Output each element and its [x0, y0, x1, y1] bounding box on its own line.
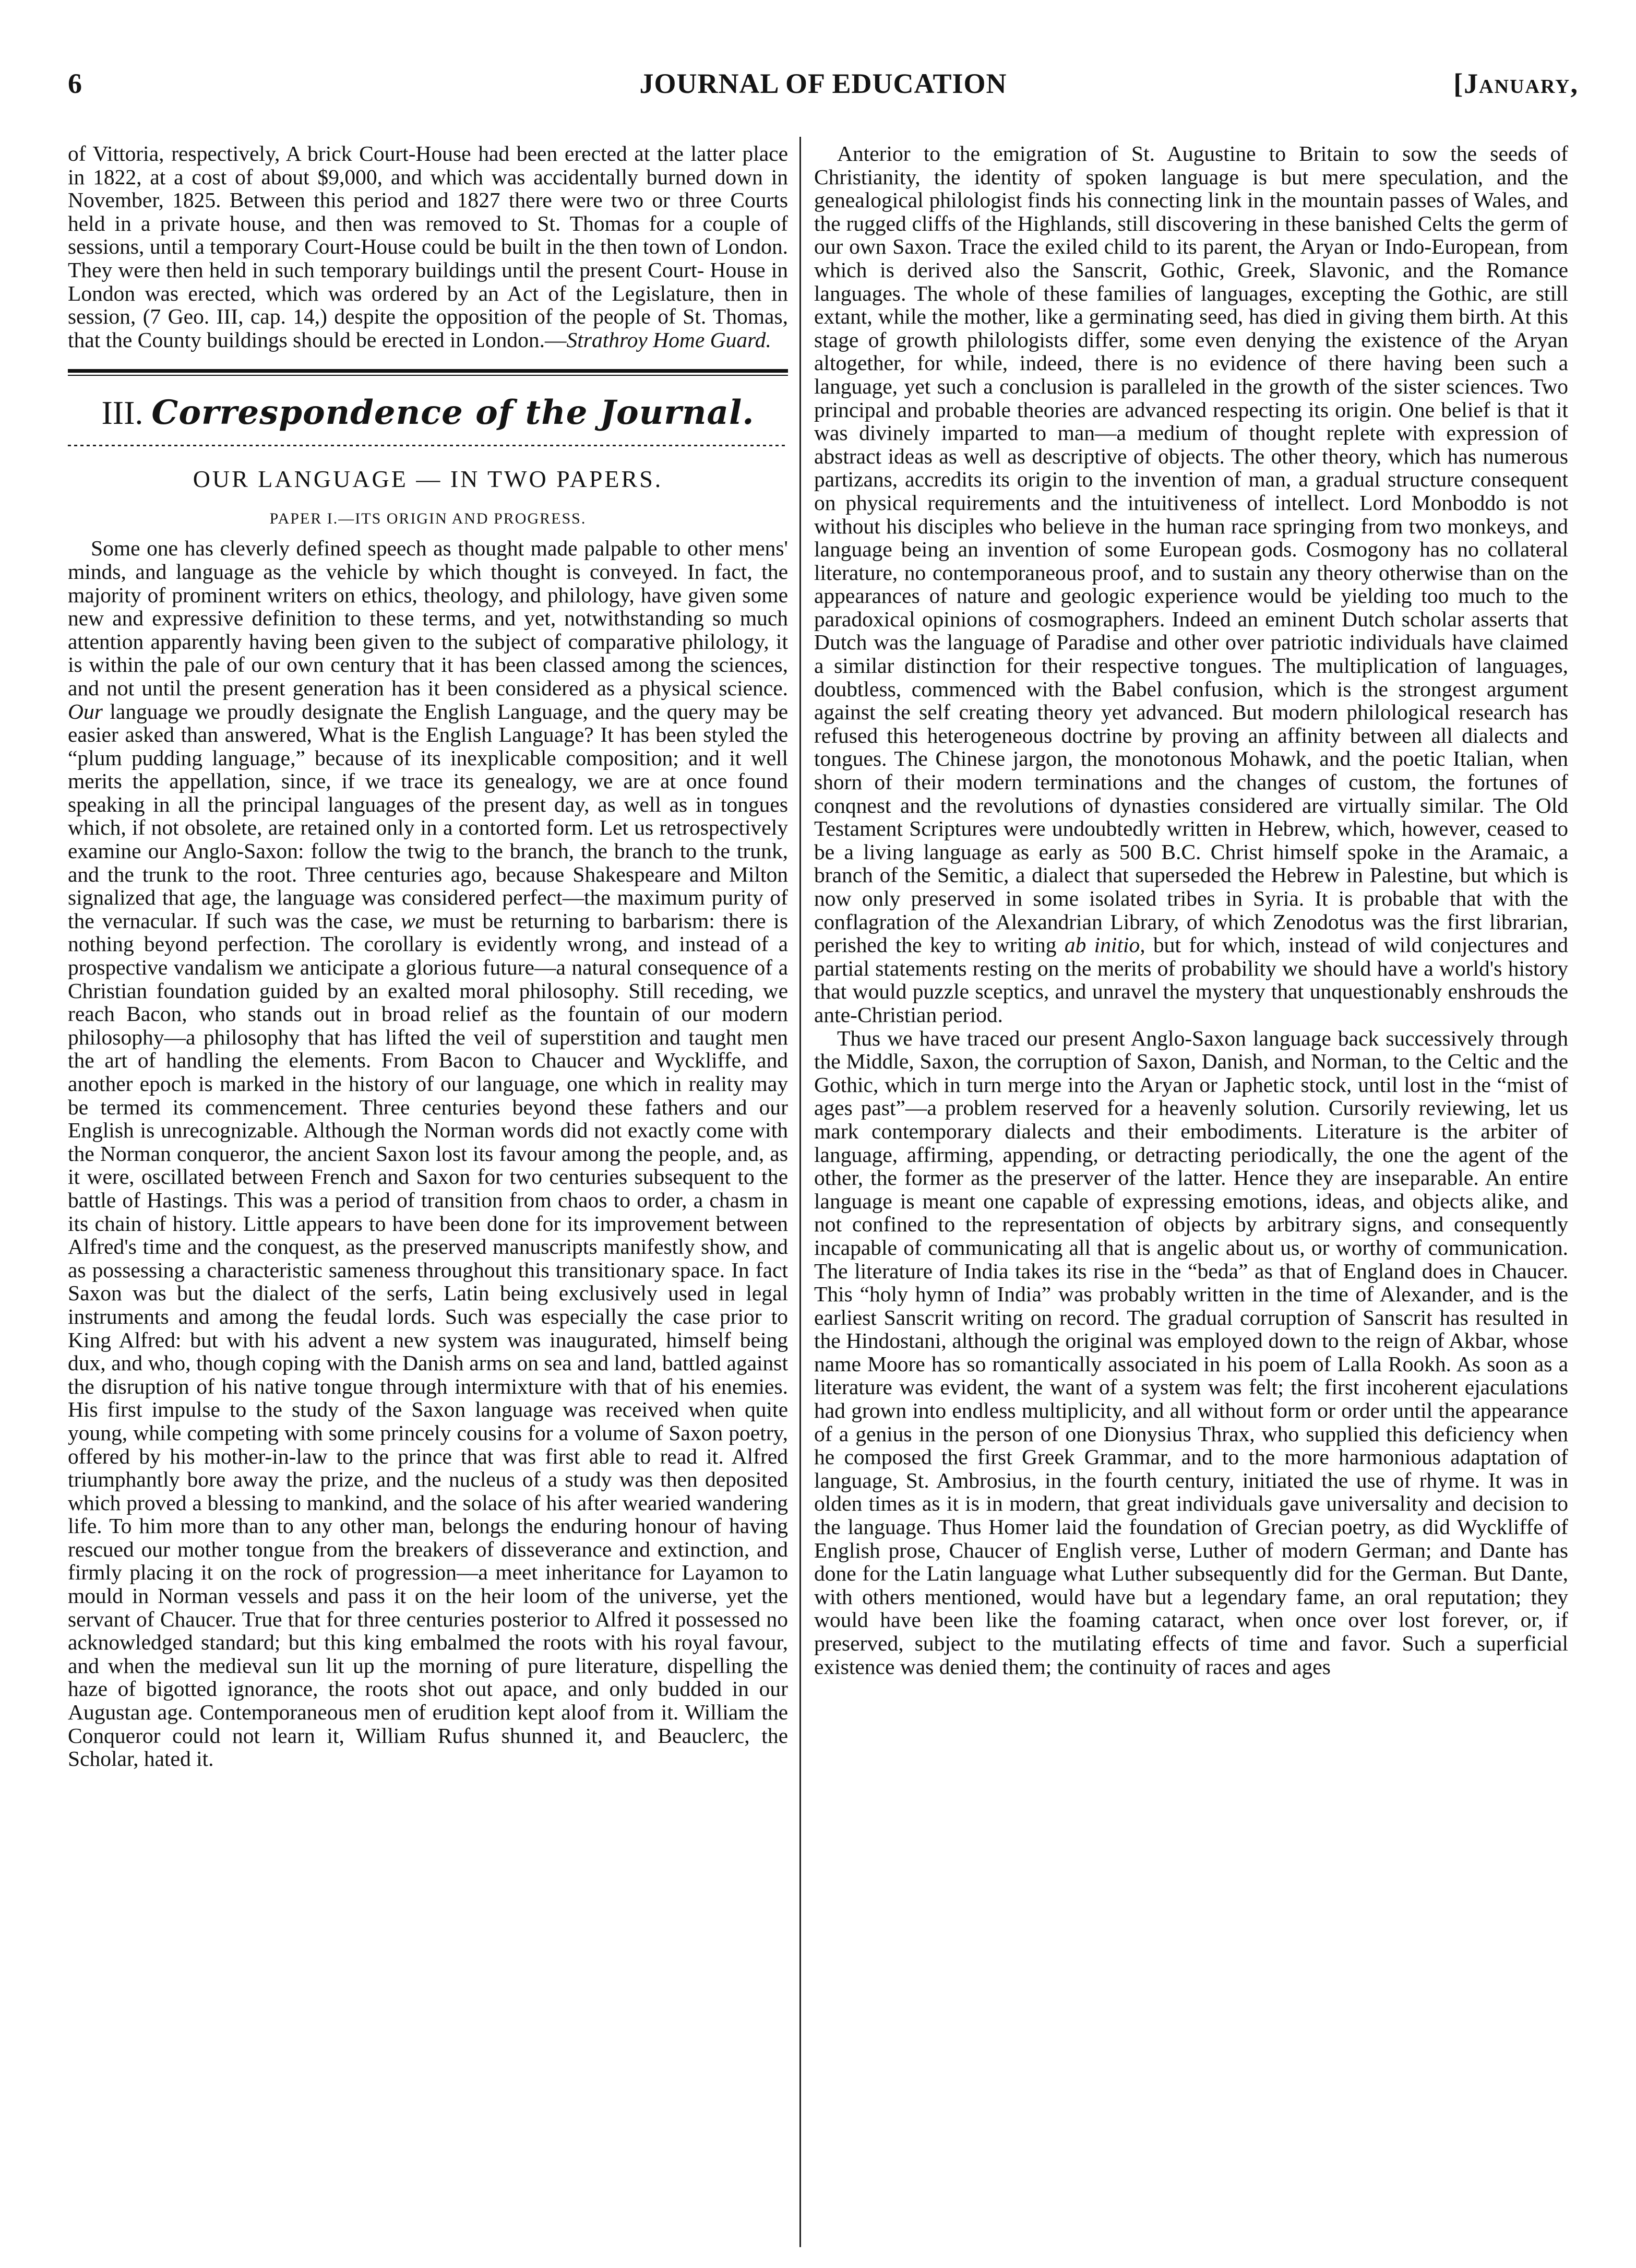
article-body-paragraph: Thus we have traced our present Anglo-Saxon language back successively through the Middle, Saxon, the corruption of Saxon, Danish, and Norman, to the Celtic and the Gothic, which in turn merge into the Aryan or Japhetic stock, until lost in the “mist of ages past”—a problem reserved for a heavenly solution. Cursorily reviewing, let us mark contemporary dialects and their embodiments. Literature is the arbiter of language, affirming, appending, or detracting periodically, the one the agent of the other, the former as the preserver of the latter. Hence they are inseparable. An entire language is meant one capable of expressing emotions, ideas, and objects alike, and not confined to the representation of objects by arbitrary signs, and consequently incapable of communicating all that is angelic about us, or worthy of communication. The literature of India takes its rise in the “beda” as that of England does in Chaucer. This “holy hymn of India” was probably written in the time of Alexander, and is the earliest Sanscrit writing on record. The gradual corruption of Sanscrit has resulted in the Hindostani, although the original was employed down to the reign of Akbar, whose name Moore has so romantically associated in his poem of Lalla Rookh. As soon as a literature was evident, the want of a system was felt; the first incoherent ejaculations had grown into endless multiplicity, and all without form or order until the appearance of a genius in the person of one Dionysius Thrax, who supplied this deficiency when he composed the first Greek Grammar, and to the more harmonious adaptation of language, St. Ambrosius, in the fourth century, initiated the use of rhyme. It was in olden times as it is in modern, that great individuals gave universality and decision to the language. Thus Homer laid the foundation of Grecian poetry, as did Wyckliffe of English prose, Chaucer of English verse, Luther of modern German; and Dante has done for the Latin language what Luther subsequently did for the German. But Dante, with others mentioned, would have but a legendary fame, an oral reputation; they would have been like the foaming cataract, when once over lost forever, or, if preserved, subject to the mutilating effects of time and favor. Such a superficial existence was denied them; the continuity of races and ages: [814, 1026, 1568, 1679]
article-body-paragraph: Some one has cleverly defined speech as thought made palpable to other mens' minds, and language as the vehicle by which thought is conveyed. In fact, the majority of prominent writers on ethics, theology, and philology, have given some new and expressive definition to these terms, and yet, notwithstanding so much attention apparently having been given to the subject of comparative philology, it is within the pale of our own century that it has been classed among the sciences, and not until the present generation has it been considered as a physical science. Our language we proudly designate the English Language, and the query may be easier asked than answered, What is the English Language? It has been styled the “plum pudding language,” because of its inexplicable composition; and it well merits the appellation, since, if we trace its genealogy, we are at once found speaking in all the principal languages of the present day, as well as in tongues which, if not obsolete, are retained only in a contorted form. Let us retrospectively examine our Anglo-Saxon: follow the twig to the branch, the branch to the trunk, and the trunk to the root. Three centuries ago, because Shakespeare and Milton signalized that age, the language was considered perfect—the maximum purity of the vernacular. If such was the case, we must be returning to barbarism: there is nothing beyond perfection. The corollary is evidently wrong, and instead of a prospective vandalism we anticipate a glorious future—a natural consequence of a Christian foundation guided by an exalted moral philosophy. Still receding, we reach Bacon, who stands out in broad relief as the fountain of our modern philosophy—a philosophy that has lifted the veil of superstition and taught men the art of handling the elements. From Bacon to Chaucer and Wyckliffe, and another epoch is marked in the history of our language, one which in reality may be termed its commencement. Three centuries beyond these fathers and our English is unrecognizable. Although the Norman words did not exactly come with the Norman conqueror, the ancient Saxon lost its favour among the people, and, as it were, oscillated between French and Saxon for two centuries subsequent to the battle of Hastings. This was a period of transition from chaos to order, a chasm in its chain of history. Little appears to have been done for its improvement between Alfred's time and the conquest, as the preserved manuscripts manifestly show, and as possessing a characteristic sameness throughout this transitionary space. In fact Saxon was but the dialect of the serfs, Latin being exclusively used in legal instruments and among the feudal lords. Such was especially the case prior to King Alfred: but with his advent a new system was inaugurated, himself being dux, and who, though coping with the Danish arms on sea and land, battled against the disruption of his native tongue through intermixture with that of his enemies. His first impulse to the study of the Saxon language was received when quite young, while competing with some princely cousins for a volume of Saxon poetry, offered by his mother-in-law to the prince that was first able to read it. Alfred triumphantly bore away the prize, and the nucleus of a study was then deposited which proved a blessing to mankind, and the solace of his after wearied wandering life. To him more than to any other man, belongs the enduring honour of having rescued our mother tongue from the breakers of disseverance and extinction, and firmly placing it on the rock of progression—a meet inheritance for Layamon to mould in Norman vessels and pass it on the heir loom of the universe, yet the servant of Chaucer. True that for three centuries posterior to Alfred it possessed no acknowledged standard; but this king embalmed the roots with his royal favour, and when the medieval sun lit up the morning of pure literature, dispelling the haze of bigotted ignorance, the roots shot out apace, and only budded in our Augustan age. Contemporaneous men of erudition kept aloof from it. William the Conqueror could not learn it, William Rufus shunned it, and Beauclerc, the Scholar, hated it.: [68, 536, 788, 1771]
intro-paragraph: of Vittoria, respectively, A brick Court-House had been erected at the latter place in 1822, at a cost of about $9,000, and which was accidentally burned down in November, 1825. Between this period and 1827 there were two or three Courts held in a private house, and then was removed to St. Thomas for a couple of sessions, until a temporary Court-House could be built in the then town of London. They were then held in such temporary buildings until the present Court- House in London was erected, which was ordered by an Act of the Legislature, then in session, (7 Geo. III, cap. 14,) despite the opposition of the people of St. Thomas, that the County buildings should be erected in London.—Strathroy Home Guard.: [68, 142, 788, 352]
article-title: OUR LANGUAGE — IN TWO PAPERS.: [193, 466, 663, 493]
intro-source: Strathroy Home Guard.: [566, 327, 771, 352]
journal-title: JOURNAL OF EDUCATION: [639, 68, 1007, 99]
issue-month: [January,: [1453, 68, 1579, 99]
article-subtitle: PAPER I.—ITS ORIGIN AND PROGRESS.: [269, 510, 587, 528]
section-heading: [68, 389, 788, 436]
left-column: [68, 142, 788, 2242]
right-column: [814, 142, 1568, 2242]
column-divider: [799, 137, 801, 2247]
section-underline: [68, 443, 788, 448]
section-rule: [68, 369, 788, 376]
page-number: 6: [68, 68, 82, 99]
section-title: Correspondence of the Journal.: [151, 393, 755, 433]
running-header: [68, 63, 1579, 104]
article-body-paragraph: Anterior to the emigration of St. Augustine to Britain to sow the seeds of Christianity, the identity of spoken language is but mere speculation, and the genealogical philologist finds his connecting link in the mountain passes of Wales, and the rugged cliffs of the Highlands, still discovering in these banished Celts the germ of our own Saxon. Trace the exiled child to its parent, the Aryan or Indo-European, from which is derived also the Sanscrit, Gothic, Greek, Slavonic, and the Romance languages. The whole of these families of languages, excepting the Gothic, are still extant, while the mother, like a germinating seed, has died in giving them birth. At this stage of growth philologists differ, some even denying the existence of the Aryan altogether, for while, indeed, there is no evidence of there having been such a language, yet such a conclusion is paralleled in the growth of the sister sciences. Two principal and probable theories are advanced respecting its origin. One belief is that it was divinely imparted to man—a medium of thought replete with expression of abstract ideas as well as descriptive of objects. The other theory, which has numerous partizans, accredits its origin to the invention of man, a gradual structure consequent on physical requirements and the intuitiveness of intellect. Lord Monboddo is not without his disciples who believe in the human race springing from two monkeys, and language being an invention of some European gods. Cosmogony has no collateral literature, no contemporaneous proof, and to sustain any theory otherwise than on the appearances of nature and geologic experience would be yielding too much to the paradoxical opinions of cosmographers. Indeed an eminent Dutch scholar asserts that Dutch was the language of Paradise and other over patriotic individuals have claimed a similar distinction for their respective tongues. The multiplication of languages, doubtless, commenced with the Babel confusion, which is the strongest argument against the self creating theory yet advanced. But modern philological research has refused this heterogeneous doctrine by proving an affinity between all dialects and tongues. The Chinese jargon, the monotonous Mohawk, and the poetic Italian, when shorn of their modern terminations and the changes of custom, the fortunes of conqnest and the revolutions of dynasties considered are virtually similar. The Old Testament Scriptures were undoubtedly written in Hebrew, which, however, ceased to be a living language as early as 500 B.C. Christ himself spoke in the Aramaic, a branch of the Semitic, a dialect that superseded the Hebrew in Palestine, but which is now only preserved in some isolated tribes in Syria. It is probable that with the conflagration of the Alexandrian Library, of which Zenodotus was the first librarian, perished the key to writing ab initio, but for which, instead of wild conjectures and partial statements resting on the merits of probability we should have a world's history that would puzzle sceptics, and unravel the mystery that unquestionably enshrouds the ante-Christian period.: [814, 142, 1568, 1027]
section-number: III.: [101, 394, 144, 432]
